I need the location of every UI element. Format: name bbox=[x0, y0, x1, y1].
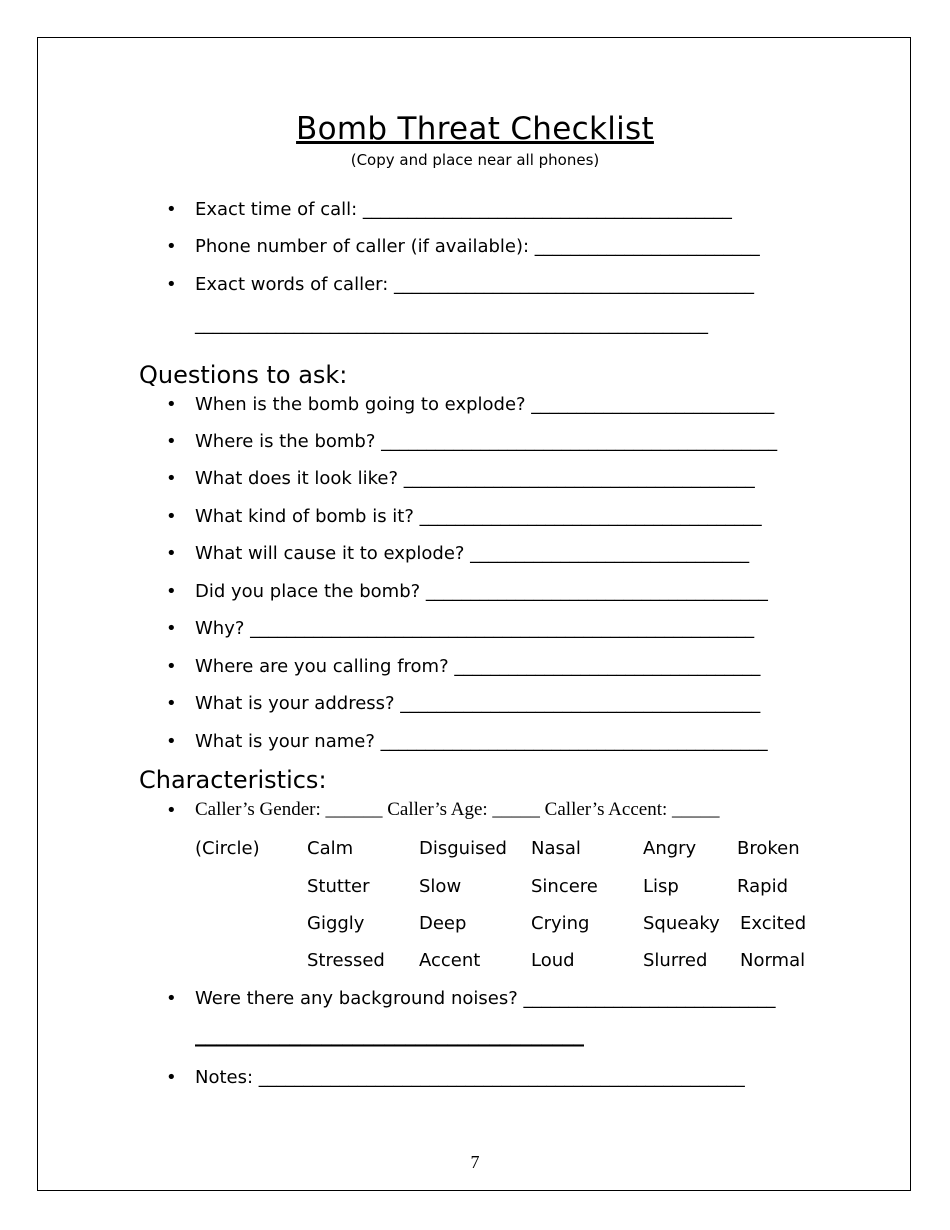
bullet-icon: • bbox=[166, 236, 177, 257]
call-time-field[interactable]: Exact time of call: _________________________________________ bbox=[195, 199, 732, 220]
bullet-icon: • bbox=[166, 800, 177, 821]
bullet-icon: • bbox=[166, 581, 177, 602]
background-noises-field[interactable]: Were there any background noises? ____________________________ bbox=[195, 988, 776, 1009]
characteristic-option[interactable]: Stressed bbox=[307, 950, 385, 971]
notes-field[interactable]: Notes: ______________________________________________________ bbox=[195, 1067, 745, 1088]
page-number: 7 bbox=[470, 1152, 480, 1172]
question-item[interactable]: What is your name? ___________________________________________ bbox=[195, 731, 768, 752]
characteristic-option[interactable]: Rapid bbox=[737, 876, 788, 897]
circle-label: (Circle) bbox=[195, 838, 260, 859]
characteristic-option[interactable]: Giggly bbox=[307, 913, 365, 934]
question-item[interactable]: Where are you calling from? __________________________________ bbox=[195, 656, 761, 677]
bullet-icon: • bbox=[166, 199, 177, 220]
bullet-icon: • bbox=[166, 693, 177, 714]
question-item[interactable]: When is the bomb going to explode? ___________________________ bbox=[195, 394, 775, 415]
characteristics-heading: Characteristics: bbox=[139, 766, 327, 794]
bullet-icon: • bbox=[166, 656, 177, 677]
characteristic-option[interactable]: Broken bbox=[737, 838, 800, 859]
caller-phone-field[interactable]: Phone number of caller (if available): _________________________ bbox=[195, 236, 760, 257]
question-item[interactable]: What does it look like? _______________________________________ bbox=[195, 468, 755, 489]
question-item[interactable]: What is your address? ________________________________________ bbox=[195, 693, 761, 714]
caller-details-field[interactable]: Caller’s Gender: ______ Caller’s Age: _____ Caller’s Accent: _____ bbox=[195, 799, 720, 820]
characteristic-option[interactable]: Stutter bbox=[307, 876, 370, 897]
characteristic-option[interactable]: Nasal bbox=[531, 838, 581, 859]
bullet-icon: • bbox=[166, 731, 177, 752]
bullet-icon: • bbox=[166, 543, 177, 564]
characteristic-option[interactable]: Slurred bbox=[643, 950, 708, 971]
question-item[interactable]: What kind of bomb is it? ______________________________________ bbox=[195, 506, 762, 527]
questions-heading: Questions to ask: bbox=[139, 361, 348, 389]
characteristic-option[interactable]: Angry bbox=[643, 838, 697, 859]
page-subtitle: (Copy and place near all phones) bbox=[350, 151, 600, 169]
characteristic-option[interactable]: Deep bbox=[419, 913, 467, 934]
bullet-icon: • bbox=[166, 468, 177, 489]
question-item[interactable]: Did you place the bomb? ______________________________________ bbox=[195, 581, 768, 602]
characteristic-option[interactable]: Normal bbox=[740, 950, 806, 971]
characteristic-option[interactable]: Squeaky bbox=[643, 913, 720, 934]
bullet-icon: • bbox=[166, 274, 177, 295]
background-noises-extra-line[interactable]: _____________________________________ bbox=[195, 1022, 584, 1047]
characteristic-option[interactable]: Lisp bbox=[643, 876, 679, 897]
characteristic-option[interactable]: Loud bbox=[531, 950, 575, 971]
page-title: Bomb Threat Checklist bbox=[296, 111, 654, 147]
characteristic-option[interactable]: Disguised bbox=[419, 838, 507, 859]
characteristic-option[interactable]: Calm bbox=[307, 838, 354, 859]
caller-words-field[interactable]: Exact words of caller: ________________________________________ bbox=[195, 274, 755, 295]
characteristic-option[interactable]: Sincere bbox=[531, 876, 598, 897]
bullet-icon: • bbox=[166, 431, 177, 452]
bullet-icon: • bbox=[166, 618, 177, 639]
question-item[interactable]: Where is the bomb? ____________________________________________ bbox=[195, 431, 778, 452]
characteristic-option[interactable]: Crying bbox=[531, 913, 590, 934]
characteristic-option[interactable]: Slow bbox=[419, 876, 462, 897]
caller-words-extra-line[interactable]: _________________________________________________________ bbox=[195, 314, 708, 335]
question-item[interactable]: Why? ________________________________________________________ bbox=[195, 618, 755, 639]
bullet-icon: • bbox=[166, 394, 177, 415]
bullet-icon: • bbox=[166, 1067, 177, 1088]
characteristic-option[interactable]: Accent bbox=[419, 950, 481, 971]
characteristic-option[interactable]: Excited bbox=[740, 913, 807, 934]
bullet-icon: • bbox=[166, 988, 177, 1009]
bullet-icon: • bbox=[166, 506, 177, 527]
question-item[interactable]: What will cause it to explode? _______________________________ bbox=[195, 543, 750, 564]
